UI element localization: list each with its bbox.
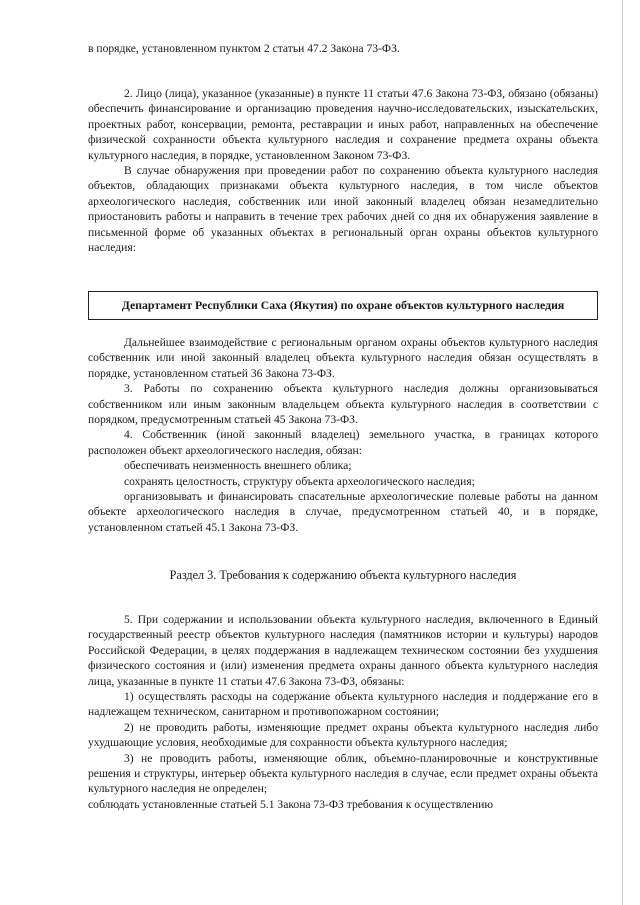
text-block-clause-2 [88,86,598,255]
text-block-top [88,41,598,56]
paragraph-clause-4: 4. Собственник (иной законный владелец) земельного участка, в границах которого расположен объект археологического наследия, обязан: [88,428,598,457]
regional-authority-name: Департамент Республики Саха (Якутия) по охране объектов культурного наследия [88,291,598,320]
paragraph-discovery: В случае обнаружения при проведении работ по сохранению объекта культурного наследия объектов, обладающих признаками объекта культурного наследия, в том числе объектов археологического наследия, собственник или иной законный владелец обязан незамедлительно приостановить работы и направить в течение трех рабочих дней со дня их обнаружения заявление в письменной форме об указанных объектах в региональный орган охраны объектов культурного наследия: [88,164,598,255]
regional-authority-box [88,291,598,320]
text-block-clause-5 [88,612,598,812]
text-block-clauses-3-4 [88,335,598,535]
scan-edge-line [622,0,623,905]
obligation-item-3: 3) не проводить работы, изменяющие облик, объемно-планировочные и конструктивные решения и структуры, интерьер объекта культурного наследия в случае, если предмет охраны объекта культурного наследия не определен; [88,751,598,796]
obligation-item-1: 1) осуществлять расходы на содержание объекта культурного наследия и поддержание его в надлежащем техническом, санитарном и противопожарном состоянии; [88,690,598,719]
cutoff-last-line: соблюдать установленные статьей 5.1 Закона 73-ФЗ требования к осуществлению [88,797,494,811]
obligation-item-2: 2) не проводить работы, изменяющие предмет охраны объекта культурного наследия либо ухудшающие условия, необходимые для сохранности объекта культурного наследия; [88,720,598,750]
paragraph-interaction: Дальнейшее взаимодействие с региональным органом охраны объектов культурного наследия собственник или иной законный владелец объекта культурного наследия обязан осуществлять в порядке, установленном статьей 36 Закона 73-ФЗ. [88,336,598,380]
section-3-heading: Раздел 3. Требования к содержанию объекта культурного наследия [169,568,517,582]
obligation-rescue-works: организовывать и финансировать спасательные археологические полевые работы на данном объекте археологического наследия в случае, предусмотренном статьей 40, и в порядке, установленном статьей 45.1 Закона 73-ФЗ. [88,490,598,534]
obligation-integrity: сохранять целостность, структуру объекта археологического наследия; [124,474,475,488]
continuation-line: в порядке, установленном пунктом 2 статьи 47.2 Закона 73-ФЗ. [88,42,400,55]
paragraph-clause-5: 5. При содержании и использовании объекта культурного наследия, включенного в Единый государственный реестр объектов культурного наследия (памятников истории и культуры) народов Российской Федерации, в целях поддержания в надлежащем техническом состоянии без ухудшения физического состояния и (или) изменения предмета охраны данного объекта культурного наследия лица, указанные в пункте 11 статьи 47.6 Закона 73-ФЗ, обязаны: [88,613,598,688]
obligation-appearance: обеспечивать неизменность внешнего облика; [124,459,352,473]
paragraph-clause-3: 3. Работы по сохранению объекта культурного наследия должны организовываться собственником или иным законным владельцем объекта культурного наследия в соответствии с порядком, предусмотренным статьей 45 Закона 73-ФЗ. [88,382,598,427]
paragraph-clause-2: 2. Лицо (лица), указанное (указанные) в пункте 11 статьи 47.6 Закона 73-ФЗ, обязано (обязаны) обеспечить финансирование и организацию проведения научно-исследовательских, изыскательских, проектных работ, консервации, ремонта, реставрации и иных работ, направленных на обеспечение физической сохранности объекта культурного наследия и сохранение предмета охраны объекта культурного наследия, в порядке, установленном Законом 73-ФЗ. [88,87,598,162]
